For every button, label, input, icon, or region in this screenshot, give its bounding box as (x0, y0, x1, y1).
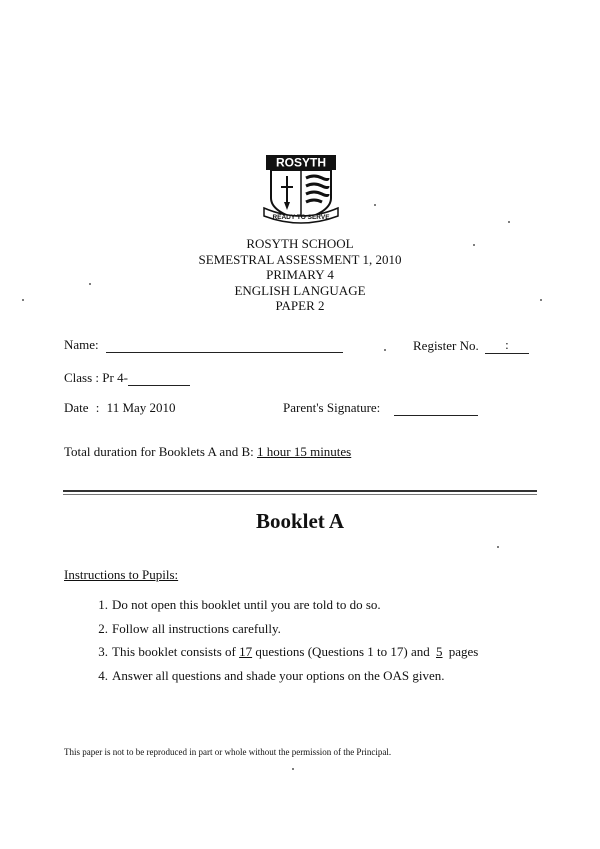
assessment-title: SEMESTRAL ASSESSMENT 1, 2010 (198, 251, 402, 267)
scan-speck (497, 546, 499, 548)
duration-line (64, 444, 351, 460)
scan-speck (540, 299, 542, 301)
school-name: ROSYTH SCHOOL (246, 236, 354, 251)
svg-text:ROSYTH: ROSYTH (275, 155, 327, 170)
scan-speck (292, 768, 294, 770)
register-field[interactable] (413, 337, 529, 354)
instruction-item (88, 597, 478, 621)
school-crest-logo (262, 154, 340, 226)
date-label: Date (64, 400, 89, 415)
date-separator: : (95, 400, 100, 415)
parent-signature-label: Parent's Signature: (283, 400, 381, 415)
instruction-number: 2. (98, 620, 108, 636)
instructions-list (88, 597, 478, 691)
date-field (64, 400, 176, 416)
date-value: 11 May 2010 (106, 400, 176, 415)
parent-signature-line[interactable] (394, 415, 478, 416)
school-header (0, 236, 600, 314)
instruction-item (88, 621, 478, 645)
scan-speck (374, 204, 376, 206)
instruction-text: Answer all questions and shade your options on the OAS given. (112, 667, 445, 683)
instruction-number: 1. (98, 597, 108, 612)
class-field[interactable] (64, 370, 190, 386)
page-count: 5 (436, 644, 443, 659)
footer-notice: This paper is not to be reproduced in part or whole without the permission of the Principal. (64, 747, 392, 757)
class-line[interactable] (128, 385, 190, 386)
instruction-number: 3. (98, 644, 108, 659)
booklet-title: Booklet A (255, 509, 345, 533)
instruction-text: Follow all instructions carefully. (112, 620, 281, 636)
divider-rule-secondary (63, 494, 537, 495)
instruction-item (88, 644, 478, 668)
register-line[interactable] (485, 337, 529, 354)
instruction-number: 4. (98, 667, 108, 683)
instruction-text: Do not open this booklet until you are told to do so. (112, 597, 381, 612)
duration-value: 1 hour 15 minutes (257, 444, 352, 459)
svg-text:READY TO SERVE: READY TO SERVE (272, 214, 330, 221)
scan-speck (473, 244, 475, 246)
instruction-text: This booklet consists of (112, 644, 236, 659)
paper-title: PAPER 2 (275, 298, 325, 313)
instruction-text-cont: questions (Questions 1 to 17) and (255, 644, 430, 659)
subject-title: ENGLISH LANGUAGE (234, 282, 366, 298)
scan-speck (508, 221, 510, 223)
level-title: PRIMARY 4 (266, 267, 334, 282)
register-value: : (505, 337, 509, 352)
instructions-heading: Instructions to Pupils: (64, 567, 179, 582)
scan-speck (384, 349, 386, 351)
duration-label: Total duration for Booklets A and B: (64, 444, 254, 459)
parent-signature-field[interactable] (283, 400, 478, 416)
question-count: 17 (239, 644, 253, 659)
instruction-item (88, 668, 478, 692)
name-field[interactable] (64, 337, 343, 353)
scan-speck (22, 299, 24, 301)
register-label: Register No. (413, 338, 479, 353)
name-label: Name: (64, 337, 99, 352)
instruction-text-end: pages (448, 644, 479, 659)
name-line[interactable] (106, 352, 343, 353)
class-label: Class : Pr 4- (64, 370, 128, 385)
divider-rule (63, 490, 537, 492)
scan-speck (89, 283, 91, 285)
